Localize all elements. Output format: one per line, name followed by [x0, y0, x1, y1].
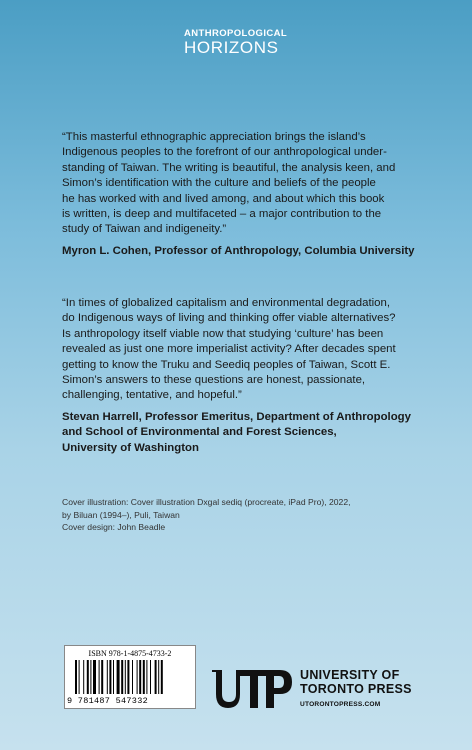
- attribution-line: Stevan Harrell, Professor Emeritus, Department of Anthropology: [62, 410, 411, 423]
- quote-line: standing of Taiwan. The writing is beautiful, the analysis keen, and: [62, 161, 396, 174]
- attribution-line: Myron L. Cohen, Professor of Anthropology, Columbia University: [62, 244, 415, 257]
- design-credit: Cover design: John Beadle: [62, 522, 166, 533]
- attribution-line: University of Washington: [62, 441, 199, 454]
- barcode-digits: 9 781487 547332: [67, 696, 149, 706]
- illustration-credit-line: by Biluan (1994–), Puli, Taiwan: [62, 509, 180, 520]
- quote-line: “In times of globalized capitalism and environmental degradation,: [62, 297, 390, 309]
- isbn-barcode: [64, 645, 196, 709]
- isbn-label: ISBN 978-1-4875-4733-2: [88, 649, 172, 658]
- endorsement-1: [62, 130, 422, 259]
- barcode-bars: [75, 660, 187, 694]
- series-title-large: HORIZONS: [184, 38, 279, 57]
- quote-line: “This masterful ethnographic appreciation brings the island’s: [62, 131, 366, 143]
- quote-line: challenging, tentative, and hopeful.”: [62, 389, 242, 402]
- series-logo: [184, 28, 287, 57]
- quote-attribution: [62, 244, 422, 259]
- cover-credits: [62, 496, 442, 534]
- quote-attribution: [62, 410, 422, 456]
- quote-line: Simon’s identification with the culture and beliefs of the people: [62, 177, 376, 190]
- attribution-line: and School of Environmental and Forest Sciences,: [62, 426, 337, 439]
- quote-line: revealed as just one more imperialist activity? After decades spent: [62, 343, 396, 356]
- series-title-small: ANTHROPOLOGICAL: [184, 28, 288, 39]
- quote-line: Indigenous peoples to the forefront of our anthropological under-: [62, 146, 387, 159]
- quote-line: he has worked with and lived among, and about which this book: [62, 192, 385, 205]
- quote-text: [62, 296, 422, 404]
- endorsement-2: [62, 296, 422, 456]
- publisher-name-line: TORONTO PRESS: [300, 682, 412, 696]
- quote-line: Is anthropology itself viable now that studying ‘culture’ has been: [62, 327, 384, 340]
- quote-line: is written, is deep and multifaceted – a major contribution to the: [62, 208, 382, 221]
- quote-text: [62, 130, 422, 238]
- quote-line: study of Taiwan and indigeneity.”: [62, 223, 227, 236]
- quote-line: Simon’s answers to these questions are honest, passionate,: [62, 374, 366, 387]
- utp-logo-icon: [210, 666, 294, 710]
- quote-line: getting to know the Truku and Seediq peoples of Taiwan, Scott E.: [62, 358, 391, 371]
- publisher-name-line: UNIVERSITY OF: [300, 668, 400, 682]
- illustration-credit-line: Cover illustration: Cover illustration Dxgal sediq (procreate, iPad Pro), 2022,: [62, 497, 351, 507]
- publisher-url: UTORONTOPRESS.COM: [300, 701, 381, 708]
- publisher-name: [300, 668, 412, 696]
- quote-line: do Indigenous ways of living and thinking offer viable alternatives?: [62, 312, 396, 325]
